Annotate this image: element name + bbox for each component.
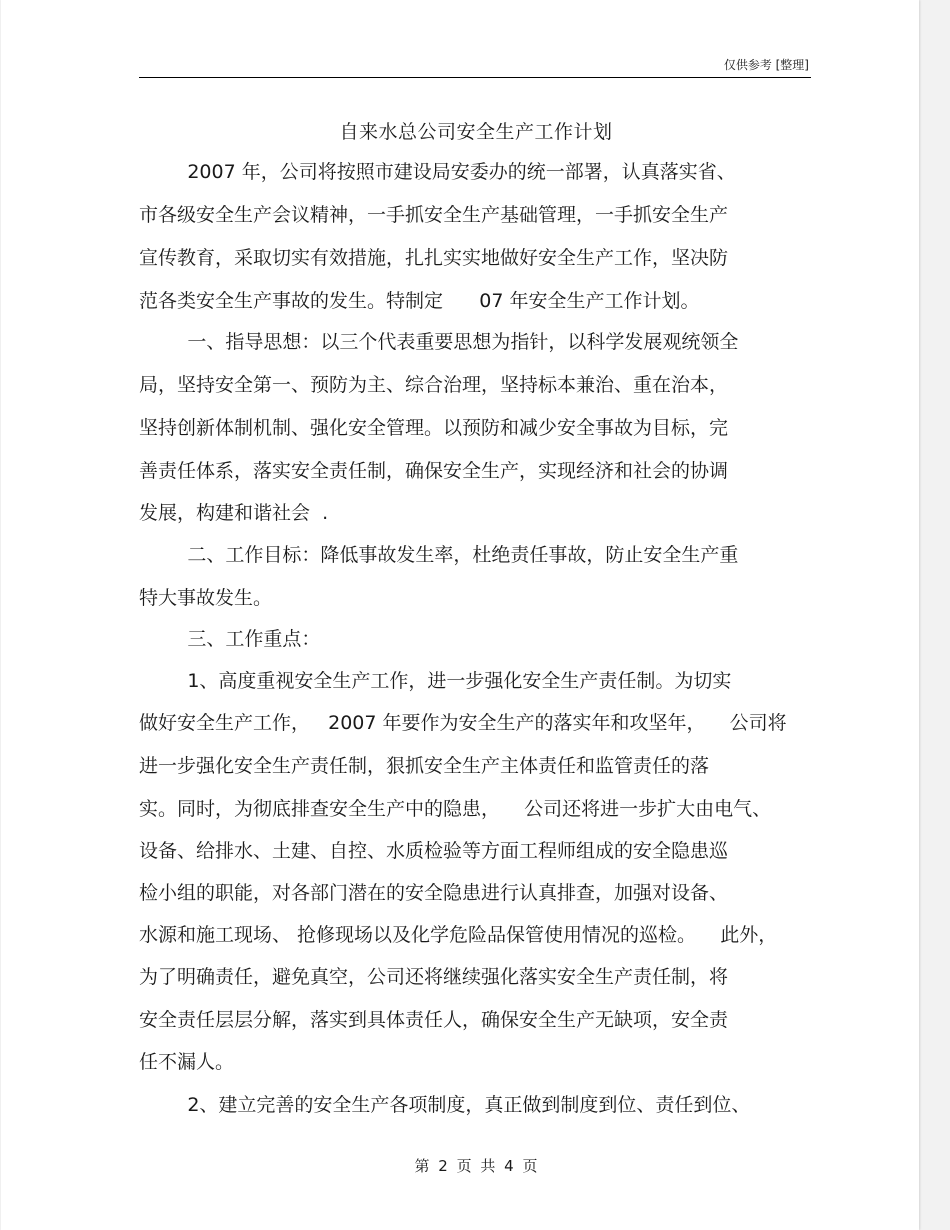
body-line: 为了明确责任，避免真空，公司还将继续强化落实安全生产责任制，将 [139, 966, 729, 988]
body-line: 实。同时，为彻底排查安全生产中的隐患， 公司还将进一步扩大由电气、 [139, 798, 772, 820]
body-line: 善责任体系，落实安全责任制，确保安全生产，实现经济和社会的协调 [139, 460, 729, 482]
body-line: 2、建立完善的安全生产各项制度，真正做到制度到位、责任到位、 [139, 1094, 751, 1116]
body-line: 坚持创新体制机制、强化安全管理。以预防和减少安全事故为目标，完 [139, 417, 729, 439]
body-line: 安全责任层层分解，落实到具体责任人，确保安全生产无缺项，安全责 [139, 1009, 729, 1031]
document-page [1, 0, 919, 1230]
body-line: 发展，构建和谐社会 . [139, 502, 329, 524]
body-line: 任不漏人。 [139, 1051, 235, 1073]
body-line: 三、工作重点： [139, 628, 321, 650]
header-divider [139, 77, 811, 78]
body-line: 做好安全生产工作， 2007 年要作为安全生产的落实年和攻坚年， 公司将 [139, 712, 787, 734]
page-title: 自来水总公司安全生产工作计划 [339, 121, 613, 143]
body-line: 一、指导思想：以三个代表重要思想为指针，以科学发展观统领全 [139, 331, 739, 353]
body-line: 局，坚持安全第一、预防为主、综合治理，坚持标本兼治、重在治本， [139, 374, 729, 396]
body-line: 检小组的职能，对各部门潜在的安全隐患进行认真排查，加强对设备、 [139, 882, 729, 904]
body-line: 特大事故发生。 [139, 587, 273, 609]
body-line: 范各类安全生产事故的发生。特制定 07 年安全生产工作计划。 [139, 290, 700, 312]
body-line: 1、高度重视安全生产工作，进一步强化安全生产责任制。为切实 [139, 670, 732, 692]
body-line: 二、工作目标：降低事故发生率，杜绝责任事故，防止安全生产重 [139, 544, 739, 566]
body-line: 市各级安全生产会议精神，一手抓安全生产基础管理，一手抓安全生产 [139, 204, 729, 226]
body-line: 进一步强化安全生产责任制，狠抓安全生产主体责任和监管责任的落 [139, 755, 710, 777]
page-number: 第 2 页 共 4 页 [414, 1157, 538, 1175]
body-line: 水源和施工现场、 抢修现场以及化学危险品保管使用情况的巡检。 此外， [139, 924, 778, 946]
body-line: 宣传教育，采取切实有效措施，扎扎实实地做好安全生产工作，坚决防 [139, 247, 729, 269]
header-note: 仅供参考 [整理] [723, 58, 809, 72]
body-line: 2007 年，公司将按照市建设局安委办的统一部署，认真落实省、 [139, 161, 736, 183]
body-line: 设备、给排水、土建、自控、水质检验等方面工程师组成的安全隐患巡 [139, 840, 729, 862]
